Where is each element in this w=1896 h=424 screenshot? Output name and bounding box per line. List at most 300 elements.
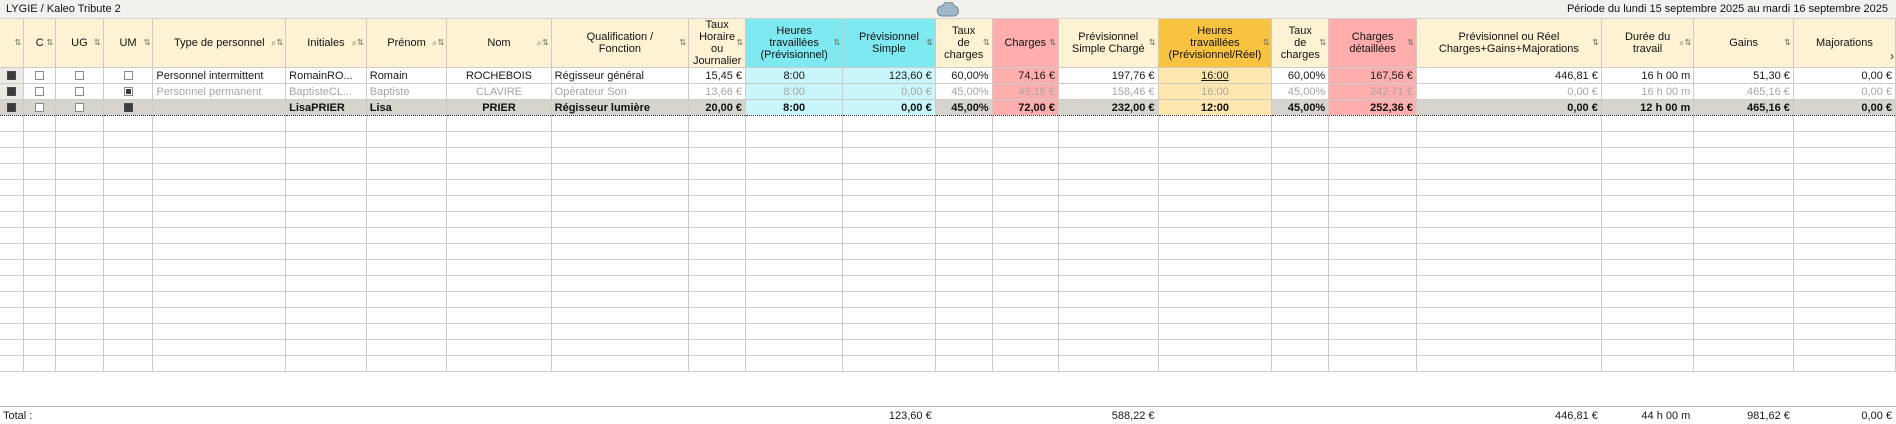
cell-gains[interactable]: [1694, 100, 1794, 116]
empty-cell[interactable]: [746, 132, 843, 148]
empty-cell[interactable]: [1272, 244, 1329, 260]
cell-type[interactable]: [153, 68, 286, 84]
cell-prevcharge[interactable]: [1058, 68, 1158, 84]
empty-cell[interactable]: [103, 196, 153, 212]
empty-cell[interactable]: [1793, 292, 1895, 308]
empty-cell[interactable]: [447, 148, 551, 164]
empty-cell[interactable]: [24, 228, 56, 244]
empty-cell[interactable]: [103, 292, 153, 308]
empty-cell[interactable]: [0, 260, 24, 276]
empty-cell[interactable]: [56, 324, 103, 340]
filter-icon[interactable]: ⌕: [432, 37, 438, 48]
empty-cell[interactable]: [1158, 228, 1272, 244]
empty-cell[interactable]: [56, 196, 103, 212]
empty-cell[interactable]: [1601, 292, 1693, 308]
empty-cell[interactable]: [447, 212, 551, 228]
checkbox-cell-c[interactable]: [24, 84, 56, 100]
column-header-c[interactable]: [24, 19, 56, 68]
empty-cell[interactable]: [24, 244, 56, 260]
empty-cell[interactable]: [689, 356, 746, 372]
empty-row[interactable]: [0, 164, 1896, 180]
empty-cell[interactable]: [935, 276, 992, 292]
empty-cell[interactable]: [1416, 116, 1601, 132]
empty-cell[interactable]: [0, 148, 24, 164]
empty-cell[interactable]: [1272, 308, 1329, 324]
empty-cell[interactable]: [1416, 340, 1601, 356]
cell-prevreel[interactable]: [1416, 84, 1601, 100]
empty-cell[interactable]: [0, 292, 24, 308]
cell-major[interactable]: [1793, 100, 1895, 116]
empty-cell[interactable]: [1058, 276, 1158, 292]
filter-icon[interactable]: ⌕: [1679, 37, 1685, 48]
empty-cell[interactable]: [103, 132, 153, 148]
cell-heuresprev[interactable]: [746, 84, 843, 100]
empty-cell[interactable]: [935, 148, 992, 164]
empty-cell[interactable]: [1793, 116, 1895, 132]
empty-cell[interactable]: [366, 196, 447, 212]
empty-cell[interactable]: [286, 260, 367, 276]
empty-cell[interactable]: [103, 180, 153, 196]
empty-cell[interactable]: [286, 292, 367, 308]
empty-cell[interactable]: [1158, 148, 1272, 164]
cell-tauxch2[interactable]: [1272, 100, 1329, 116]
empty-cell[interactable]: [746, 148, 843, 164]
cell-prevsimple[interactable]: [843, 68, 935, 84]
empty-cell[interactable]: [1058, 164, 1158, 180]
checkbox-cell-ug[interactable]: [56, 84, 103, 100]
empty-cell[interactable]: [103, 228, 153, 244]
empty-cell[interactable]: [1416, 196, 1601, 212]
empty-cell[interactable]: [746, 276, 843, 292]
empty-cell[interactable]: [366, 260, 447, 276]
cell-prevreel[interactable]: [1416, 100, 1601, 116]
empty-cell[interactable]: [1416, 276, 1601, 292]
empty-cell[interactable]: [843, 260, 935, 276]
cell-prevcharge[interactable]: [1058, 84, 1158, 100]
empty-cell[interactable]: [843, 212, 935, 228]
cell-prevsimple[interactable]: [843, 100, 935, 116]
empty-cell[interactable]: [24, 148, 56, 164]
empty-cell[interactable]: [1601, 228, 1693, 244]
empty-cell[interactable]: [286, 340, 367, 356]
empty-cell[interactable]: [153, 196, 286, 212]
sort-toggle-icon[interactable]: ⇅: [926, 38, 933, 48]
column-header-type[interactable]: [153, 19, 286, 68]
empty-cell[interactable]: [1793, 132, 1895, 148]
empty-cell[interactable]: [1416, 148, 1601, 164]
cell-initiales[interactable]: [286, 84, 367, 100]
checkbox-cell-ug[interactable]: [56, 68, 103, 84]
empty-cell[interactable]: [935, 164, 992, 180]
cell-qualif[interactable]: [551, 68, 689, 84]
empty-cell[interactable]: [1058, 132, 1158, 148]
empty-cell[interactable]: [1416, 180, 1601, 196]
empty-cell[interactable]: [447, 292, 551, 308]
empty-cell[interactable]: [103, 244, 153, 260]
empty-cell[interactable]: [992, 260, 1058, 276]
cell-heuresprev[interactable]: [746, 68, 843, 84]
empty-cell[interactable]: [551, 260, 689, 276]
empty-cell[interactable]: [1329, 180, 1417, 196]
cell-duree[interactable]: [1601, 84, 1693, 100]
empty-cell[interactable]: [1158, 212, 1272, 228]
empty-cell[interactable]: [1694, 340, 1794, 356]
sort-toggle-icon[interactable]: ⇅: [1319, 38, 1327, 48]
empty-cell[interactable]: [746, 180, 843, 196]
empty-cell[interactable]: [447, 228, 551, 244]
empty-cell[interactable]: [366, 356, 447, 372]
empty-cell[interactable]: [1793, 308, 1895, 324]
empty-cell[interactable]: [153, 324, 286, 340]
empty-cell[interactable]: [1793, 164, 1895, 180]
empty-cell[interactable]: [992, 308, 1058, 324]
column-header-initiales[interactable]: [286, 19, 367, 68]
column-header-ug[interactable]: [56, 19, 103, 68]
empty-cell[interactable]: [1793, 340, 1895, 356]
empty-row[interactable]: [0, 356, 1896, 372]
cell-heuresreel[interactable]: [1158, 84, 1272, 100]
empty-cell[interactable]: [1058, 308, 1158, 324]
cell-gains[interactable]: [1694, 68, 1794, 84]
table-row[interactable]: [0, 68, 1896, 84]
empty-cell[interactable]: [0, 228, 24, 244]
empty-cell[interactable]: [24, 340, 56, 356]
cloud-icon[interactable]: [933, 0, 963, 19]
empty-cell[interactable]: [1416, 260, 1601, 276]
checkbox-cell-c[interactable]: [24, 68, 56, 84]
sort-toggle-icon[interactable]: ⇅: [1684, 38, 1692, 48]
empty-cell[interactable]: [153, 308, 286, 324]
empty-cell[interactable]: [0, 356, 24, 372]
empty-cell[interactable]: [843, 196, 935, 212]
empty-cell[interactable]: [992, 180, 1058, 196]
checkbox-icon[interactable]: [35, 103, 44, 112]
empty-cell[interactable]: [992, 292, 1058, 308]
empty-cell[interactable]: [24, 324, 56, 340]
empty-cell[interactable]: [1601, 132, 1693, 148]
empty-cell[interactable]: [551, 212, 689, 228]
empty-cell[interactable]: [24, 132, 56, 148]
empty-cell[interactable]: [1416, 244, 1601, 260]
empty-cell[interactable]: [1329, 164, 1417, 180]
empty-cell[interactable]: [992, 356, 1058, 372]
empty-cell[interactable]: [24, 196, 56, 212]
empty-cell[interactable]: [1694, 212, 1794, 228]
empty-cell[interactable]: [153, 164, 286, 180]
empty-cell[interactable]: [935, 212, 992, 228]
row-marker-icon[interactable]: [7, 87, 16, 96]
empty-cell[interactable]: [56, 276, 103, 292]
empty-cell[interactable]: [843, 228, 935, 244]
cell-tauxch2[interactable]: [1272, 68, 1329, 84]
empty-row[interactable]: [0, 292, 1896, 308]
empty-cell[interactable]: [0, 212, 24, 228]
empty-cell[interactable]: [935, 356, 992, 372]
checkbox-icon[interactable]: [124, 87, 133, 96]
empty-cell[interactable]: [153, 212, 286, 228]
sort-toggle-icon[interactable]: ⇅: [736, 38, 744, 48]
empty-cell[interactable]: [689, 340, 746, 356]
chevron-right-icon[interactable]: ›: [1890, 49, 1894, 63]
empty-cell[interactable]: [1058, 180, 1158, 196]
empty-cell[interactable]: [1272, 180, 1329, 196]
empty-cell[interactable]: [1158, 116, 1272, 132]
empty-cell[interactable]: [447, 244, 551, 260]
empty-row[interactable]: [0, 180, 1896, 196]
cell-tauxhor[interactable]: [689, 84, 746, 100]
column-header-chargesdet[interactable]: [1329, 19, 1417, 68]
empty-cell[interactable]: [1694, 356, 1794, 372]
filter-icon[interactable]: ⌕: [536, 37, 542, 48]
empty-cell[interactable]: [843, 164, 935, 180]
empty-row[interactable]: [0, 116, 1896, 132]
empty-cell[interactable]: [992, 228, 1058, 244]
empty-cell[interactable]: [689, 260, 746, 276]
empty-cell[interactable]: [1601, 276, 1693, 292]
cell-chargesdet[interactable]: [1329, 68, 1417, 84]
empty-row[interactable]: [0, 228, 1896, 244]
sort-toggle-icon[interactable]: ⇅: [541, 38, 549, 48]
checkbox-icon[interactable]: [75, 103, 84, 112]
empty-cell[interactable]: [746, 164, 843, 180]
cell-duree[interactable]: [1601, 100, 1693, 116]
checkbox-cell-um[interactable]: [103, 100, 153, 116]
sort-toggle-icon[interactable]: ⇅: [1592, 38, 1599, 48]
empty-cell[interactable]: [1329, 356, 1417, 372]
empty-cell[interactable]: [366, 340, 447, 356]
sort-toggle-icon[interactable]: ⇅: [1262, 38, 1270, 48]
column-header-heuresprev[interactable]: [746, 19, 843, 68]
empty-cell[interactable]: [366, 164, 447, 180]
empty-cell[interactable]: [551, 292, 689, 308]
empty-cell[interactable]: [1416, 164, 1601, 180]
empty-cell[interactable]: [1158, 180, 1272, 196]
empty-cell[interactable]: [1601, 356, 1693, 372]
empty-cell[interactable]: [1272, 276, 1329, 292]
cell-type[interactable]: [153, 84, 286, 100]
empty-cell[interactable]: [1793, 324, 1895, 340]
empty-cell[interactable]: [551, 340, 689, 356]
empty-cell[interactable]: [366, 116, 447, 132]
empty-cell[interactable]: [1694, 132, 1794, 148]
empty-cell[interactable]: [1272, 340, 1329, 356]
column-header-heuresreel[interactable]: [1158, 19, 1272, 68]
empty-cell[interactable]: [1694, 260, 1794, 276]
empty-cell[interactable]: [1272, 116, 1329, 132]
empty-cell[interactable]: [24, 116, 56, 132]
empty-cell[interactable]: [935, 196, 992, 212]
empty-cell[interactable]: [286, 324, 367, 340]
empty-cell[interactable]: [843, 292, 935, 308]
empty-cell[interactable]: [1601, 244, 1693, 260]
column-header-qualif[interactable]: [551, 19, 689, 68]
empty-cell[interactable]: [56, 356, 103, 372]
empty-cell[interactable]: [689, 132, 746, 148]
empty-cell[interactable]: [1694, 116, 1794, 132]
cell-heuresreel[interactable]: [1158, 68, 1272, 84]
checkbox-cell-um[interactable]: [103, 84, 153, 100]
empty-cell[interactable]: [447, 276, 551, 292]
empty-cell[interactable]: [843, 244, 935, 260]
cell-tauxhor[interactable]: [689, 68, 746, 84]
empty-cell[interactable]: [746, 260, 843, 276]
empty-cell[interactable]: [935, 228, 992, 244]
empty-cell[interactable]: [1601, 180, 1693, 196]
column-header-tauxhor[interactable]: [689, 19, 746, 68]
cell-prenom[interactable]: [366, 68, 447, 84]
empty-cell[interactable]: [689, 228, 746, 244]
empty-cell[interactable]: [24, 292, 56, 308]
empty-cell[interactable]: [1329, 212, 1417, 228]
empty-cell[interactable]: [935, 308, 992, 324]
empty-cell[interactable]: [935, 180, 992, 196]
empty-cell[interactable]: [935, 324, 992, 340]
empty-cell[interactable]: [843, 324, 935, 340]
sort-toggle-icon[interactable]: ⇅: [14, 38, 22, 48]
empty-cell[interactable]: [153, 340, 286, 356]
empty-cell[interactable]: [1058, 196, 1158, 212]
empty-cell[interactable]: [0, 308, 24, 324]
empty-cell[interactable]: [286, 228, 367, 244]
empty-cell[interactable]: [746, 308, 843, 324]
cell-nom[interactable]: [447, 68, 551, 84]
sort-toggle-icon[interactable]: ⇅: [276, 38, 284, 48]
row-marker-icon[interactable]: [7, 71, 16, 80]
empty-cell[interactable]: [286, 132, 367, 148]
empty-cell[interactable]: [992, 148, 1058, 164]
empty-cell[interactable]: [1329, 324, 1417, 340]
empty-cell[interactable]: [286, 180, 367, 196]
sort-toggle-icon[interactable]: ⇅: [437, 38, 445, 48]
empty-cell[interactable]: [551, 356, 689, 372]
empty-cell[interactable]: [1272, 212, 1329, 228]
empty-cell[interactable]: [286, 164, 367, 180]
empty-cell[interactable]: [286, 276, 367, 292]
cell-charges[interactable]: [992, 100, 1058, 116]
empty-cell[interactable]: [1601, 148, 1693, 164]
empty-cell[interactable]: [1793, 260, 1895, 276]
empty-cell[interactable]: [103, 212, 153, 228]
empty-cell[interactable]: [689, 324, 746, 340]
cell-initiales[interactable]: [286, 100, 367, 116]
empty-cell[interactable]: [1158, 132, 1272, 148]
empty-cell[interactable]: [1694, 308, 1794, 324]
empty-cell[interactable]: [0, 276, 24, 292]
empty-cell[interactable]: [746, 292, 843, 308]
empty-cell[interactable]: [24, 260, 56, 276]
empty-cell[interactable]: [551, 164, 689, 180]
column-header-prevreel[interactable]: [1416, 19, 1601, 68]
empty-cell[interactable]: [24, 356, 56, 372]
empty-cell[interactable]: [1329, 228, 1417, 244]
cell-tauxhor[interactable]: [689, 100, 746, 116]
empty-cell[interactable]: [56, 132, 103, 148]
table-row[interactable]: [0, 84, 1896, 100]
empty-cell[interactable]: [1793, 196, 1895, 212]
empty-cell[interactable]: [103, 308, 153, 324]
empty-row[interactable]: [0, 196, 1896, 212]
empty-row[interactable]: [0, 244, 1896, 260]
empty-cell[interactable]: [1329, 260, 1417, 276]
empty-cell[interactable]: [992, 116, 1058, 132]
empty-cell[interactable]: [366, 212, 447, 228]
empty-cell[interactable]: [103, 260, 153, 276]
empty-cell[interactable]: [366, 228, 447, 244]
empty-cell[interactable]: [1058, 260, 1158, 276]
empty-row[interactable]: [0, 148, 1896, 164]
empty-cell[interactable]: [1793, 212, 1895, 228]
empty-cell[interactable]: [1694, 164, 1794, 180]
empty-cell[interactable]: [1158, 292, 1272, 308]
empty-cell[interactable]: [286, 196, 367, 212]
empty-cell[interactable]: [103, 340, 153, 356]
column-header-tauxch1[interactable]: [935, 19, 992, 68]
empty-cell[interactable]: [1329, 276, 1417, 292]
empty-cell[interactable]: [1694, 276, 1794, 292]
empty-cell[interactable]: [56, 164, 103, 180]
empty-cell[interactable]: [1272, 164, 1329, 180]
filter-icon[interactable]: ⌕: [271, 37, 277, 48]
empty-cell[interactable]: [1329, 340, 1417, 356]
empty-cell[interactable]: [447, 356, 551, 372]
empty-cell[interactable]: [1793, 228, 1895, 244]
sort-toggle-icon[interactable]: ⇅: [1407, 38, 1414, 48]
empty-cell[interactable]: [0, 132, 24, 148]
empty-cell[interactable]: [0, 324, 24, 340]
empty-row[interactable]: [0, 132, 1896, 148]
cell-chargesdet[interactable]: [1329, 84, 1417, 100]
cell-duree[interactable]: [1601, 68, 1693, 84]
empty-cell[interactable]: [843, 308, 935, 324]
empty-cell[interactable]: [1793, 180, 1895, 196]
empty-cell[interactable]: [286, 212, 367, 228]
cell-tauxch2[interactable]: [1272, 84, 1329, 100]
empty-cell[interactable]: [746, 228, 843, 244]
empty-cell[interactable]: [1272, 196, 1329, 212]
sort-toggle-icon[interactable]: ⇅: [143, 38, 151, 48]
cell-major[interactable]: [1793, 84, 1895, 100]
empty-cell[interactable]: [1158, 260, 1272, 276]
column-header-charges[interactable]: [992, 19, 1058, 68]
empty-cell[interactable]: [1158, 324, 1272, 340]
empty-cell[interactable]: [746, 244, 843, 260]
row-selector-cell[interactable]: [0, 68, 24, 84]
empty-cell[interactable]: [689, 212, 746, 228]
empty-cell[interactable]: [1601, 212, 1693, 228]
empty-cell[interactable]: [447, 180, 551, 196]
empty-cell[interactable]: [1694, 324, 1794, 340]
empty-cell[interactable]: [56, 148, 103, 164]
empty-cell[interactable]: [153, 292, 286, 308]
empty-cell[interactable]: [447, 132, 551, 148]
empty-cell[interactable]: [24, 308, 56, 324]
empty-cell[interactable]: [992, 244, 1058, 260]
empty-cell[interactable]: [689, 292, 746, 308]
empty-cell[interactable]: [0, 340, 24, 356]
empty-cell[interactable]: [1329, 148, 1417, 164]
empty-cell[interactable]: [153, 180, 286, 196]
empty-cell[interactable]: [1793, 148, 1895, 164]
empty-cell[interactable]: [1416, 132, 1601, 148]
empty-cell[interactable]: [843, 356, 935, 372]
checkbox-filled-icon[interactable]: [124, 103, 133, 112]
empty-cell[interactable]: [1601, 116, 1693, 132]
empty-cell[interactable]: [935, 260, 992, 276]
row-selector-cell[interactable]: [0, 84, 24, 100]
empty-cell[interactable]: [286, 308, 367, 324]
empty-cell[interactable]: [447, 340, 551, 356]
empty-cell[interactable]: [1158, 308, 1272, 324]
